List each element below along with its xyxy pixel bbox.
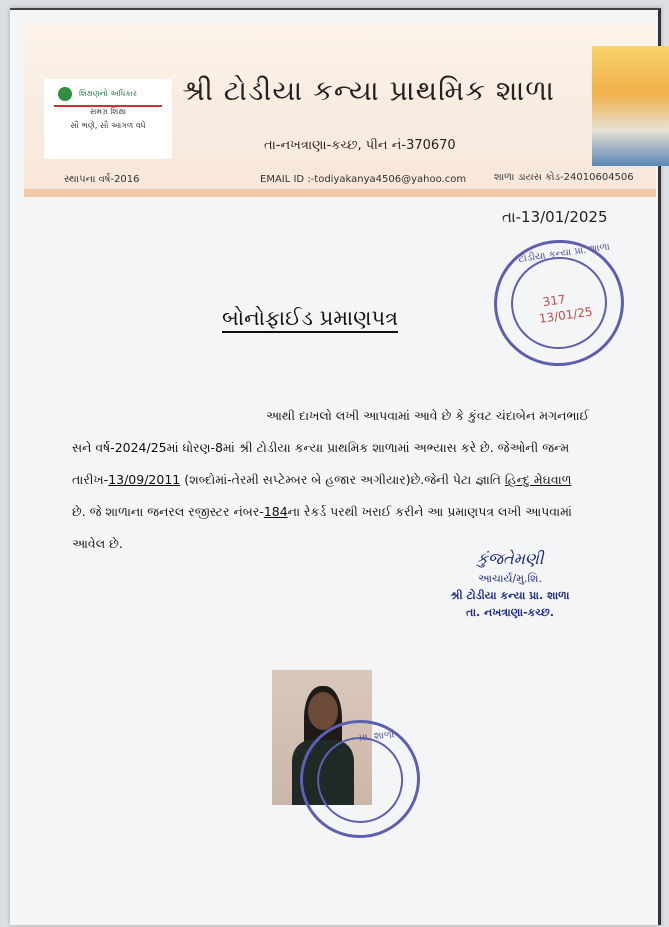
logo-divider [54, 105, 162, 107]
seal-bottom-inner-ring [313, 733, 408, 828]
seal-top-text: ટોડીયા કન્યા પ્રા. શાળા [517, 241, 611, 266]
established-year: સ્થાપના વર્ષ-2016 [64, 174, 140, 185]
body-line-3 [72, 464, 662, 496]
dise-code: શાળા ડાયસ કોડ-24010604506 [494, 172, 634, 183]
samagra-shiksha-logo [44, 79, 172, 159]
seal-date: 13/01/25 [538, 304, 594, 326]
saraswati-image [592, 46, 669, 166]
body-line-1: આથી દાખલો લખી આપવામાં આવે છે કે કુંવટ ચંદાબેન મગનભાઈ [266, 408, 590, 423]
certificate-date: તા-13/01/2025 [502, 208, 608, 226]
seal-bottom-text: પ્રા. શાળા [358, 729, 395, 744]
letterhead [24, 24, 656, 197]
dob-words: (શબ્દોમાં-તેરમી સપ્ટેમ્બર બે હજાર અગીયાર)છે.જેની પેટા જ્ઞાતિ [180, 472, 505, 487]
school-name: શ્રી ટોડીયા કન્યા પ્રાથમિક શાળા [182, 74, 556, 107]
signature-scrawl: કુંજતેમણી [476, 549, 544, 568]
body-line-2: સને વર્ષ-2024/25માં ધોરણ-8માં શ્રી ટોડીયા કન્યા પ્રાથમિક શાળામાં અભ્યાસ કરે છે. જેઓની જન્મ [72, 440, 570, 455]
signatory-role: આચાર્ય/મુ.શિ. [478, 572, 542, 585]
signatory-school: શ્રી ટોડીયા કન્યા પ્રા. શાળા [450, 589, 570, 602]
certificate-body [72, 400, 662, 560]
register-text: ના રેકર્ડ પરથી ખરાઈ કરીને આ પ્રમાણપત્ર લખી આપવામાં [287, 504, 572, 519]
dob-value: 13/09/2011 [108, 472, 181, 487]
school-address: તા-નખત્રાણા-કચ્છ, પીન નં-370670 [264, 138, 456, 153]
photo-face [308, 692, 338, 730]
register-number: 184 [263, 504, 288, 519]
body-line-5: આવેલ છે. [72, 536, 123, 551]
logo-line2: સમગ્ર શિક્ષા [89, 107, 127, 116]
register-label: છે. જે શાળાના જનરલ રજીસ્ટર નંબર- [72, 504, 264, 519]
certificate-sheet [10, 8, 661, 925]
logo-emblem-icon [58, 87, 72, 101]
seal-number: 317 [541, 292, 567, 310]
school-seal-top [486, 232, 632, 375]
certificate-title: બોનોફાઈડ પ્રમાણપત્ર [222, 306, 399, 330]
dob-label: તારીખ- [72, 472, 109, 487]
body-line-4 [72, 496, 662, 528]
logo-line3: સૌ ભણે, સૌ આગળ વધે [70, 121, 146, 130]
principal-signature-block [425, 546, 595, 620]
logo-line1: શિક્ષણનો અધિકાર [78, 89, 138, 98]
caste-value: હિન્દુ મેઘવાળ [504, 472, 572, 487]
email-id: EMAIL ID :-todiyakanya4506@yahoo.com [260, 174, 467, 185]
signatory-taluka: તા. નખત્રાણા-કચ્છ. [466, 606, 554, 619]
